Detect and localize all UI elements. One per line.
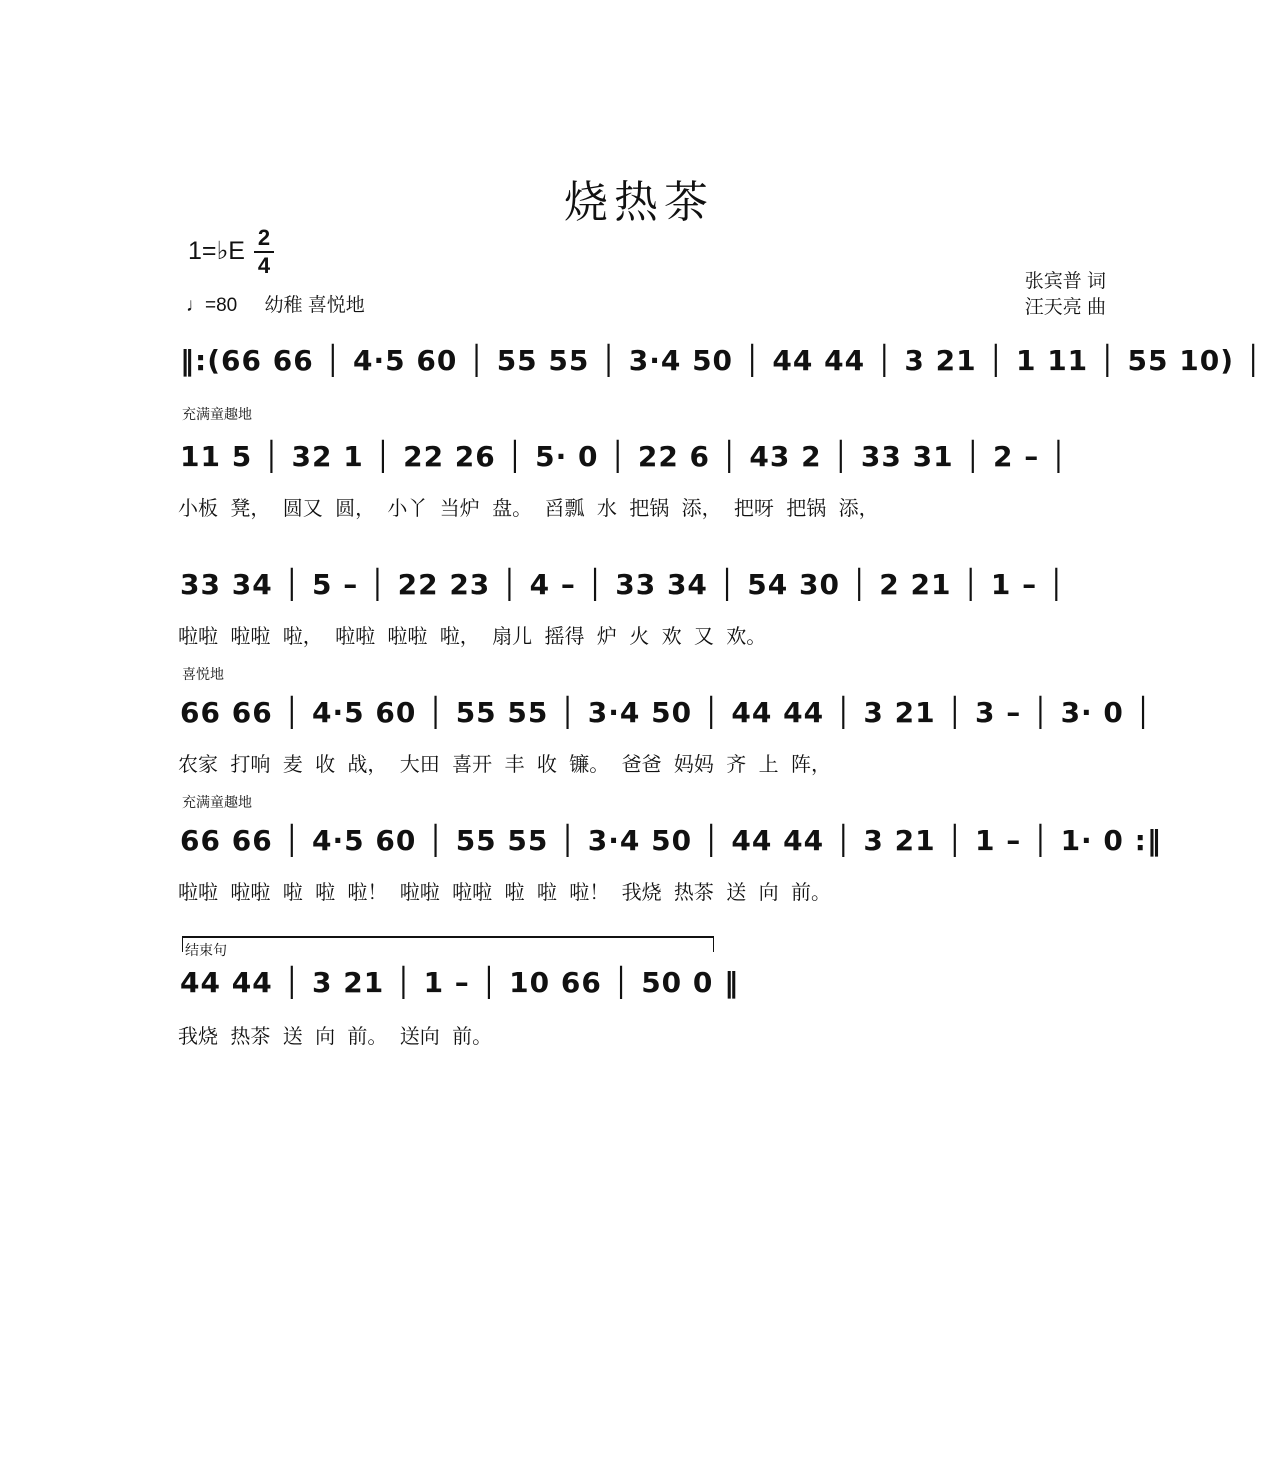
score-line-3: 33 34 │ 5 – │ 22 23 │ 4 – │ 33 34 │ 54 30 │ 2 21 │ 1 – │ <box>180 568 1066 601</box>
ending-bracket <box>182 936 714 958</box>
lyrics-line-3: 啦啦 啦啦 啦， 啦啦 啦啦 啦， 扇儿 摇得 炉 火 欢 又 欢。 <box>178 624 767 648</box>
lyrics-line-2: 小板 凳， 圆又 圆， 小丫 当炉 盘。 舀瓢 水 把锅 添， 把呀 把锅 添， <box>178 496 879 520</box>
time-signature-bottom: 4 <box>257 253 271 278</box>
section-marking-1: 充满童趣地 <box>182 406 252 422</box>
tempo-expression: 幼稚 喜悦地 <box>264 295 365 316</box>
score-line-6: 44 44 │ 3 21 │ 1 – │ 10 66 │ 50 0 ‖ <box>180 966 740 999</box>
composer-credit: 汪天亮 曲 <box>1024 297 1106 318</box>
lyrics-line-6: 我烧 热茶 送 向 前。 送向 前。 <box>178 1024 493 1048</box>
time-signature-top: 2 <box>257 225 271 250</box>
score-line-5: 66 66 │ 4·5 60 │ 55 55 │ 3·4 50 │ 44 44 │ 3 21 │ 1 – │ 1· 0 :‖ <box>180 824 1162 857</box>
score-line-4: 66 66 │ 4·5 60 │ 55 55 │ 3·4 50 │ 44 44 │ 3 21 │ 3 – │ 3· 0 │ <box>180 696 1153 729</box>
key-signature: 1=♭E <box>188 237 245 265</box>
section-marking-2: 喜悦地 <box>182 666 224 682</box>
time-signature <box>254 226 274 278</box>
section-marking-3: 充满童趣地 <box>182 794 252 810</box>
score-line-2: 11 5 │ 32 1 │ 22 26 │ 5· 0 │ 22 6 │ 43 2 │ 33 31 │ 2 – │ <box>180 440 1068 473</box>
ending-label: 结束句 <box>185 942 227 958</box>
lyrics-line-5: 啦啦 啦啦 啦 啦 啦！ 啦啦 啦啦 啦 啦 啦！ 我烧 热茶 送 向 前。 <box>178 880 832 904</box>
score-line-1: ‖:(66 66 │ 4·5 60 │ 55 55 │ 3·4 50 │ 44 44 │ 3 21 │ 1 11 │ 55 10) │ <box>180 344 1263 377</box>
tempo-marking <box>186 290 365 317</box>
song-title: 烧热茶 <box>564 177 714 228</box>
tempo-value: ♩=80 <box>186 295 238 316</box>
lyrics-line-4: 农家 打响 麦 收 战， 大田 喜开 丰 收 镰。 爸爸 妈妈 齐 上 阵， <box>178 752 832 776</box>
lyricist-credit: 张宾普 词 <box>1024 271 1106 292</box>
